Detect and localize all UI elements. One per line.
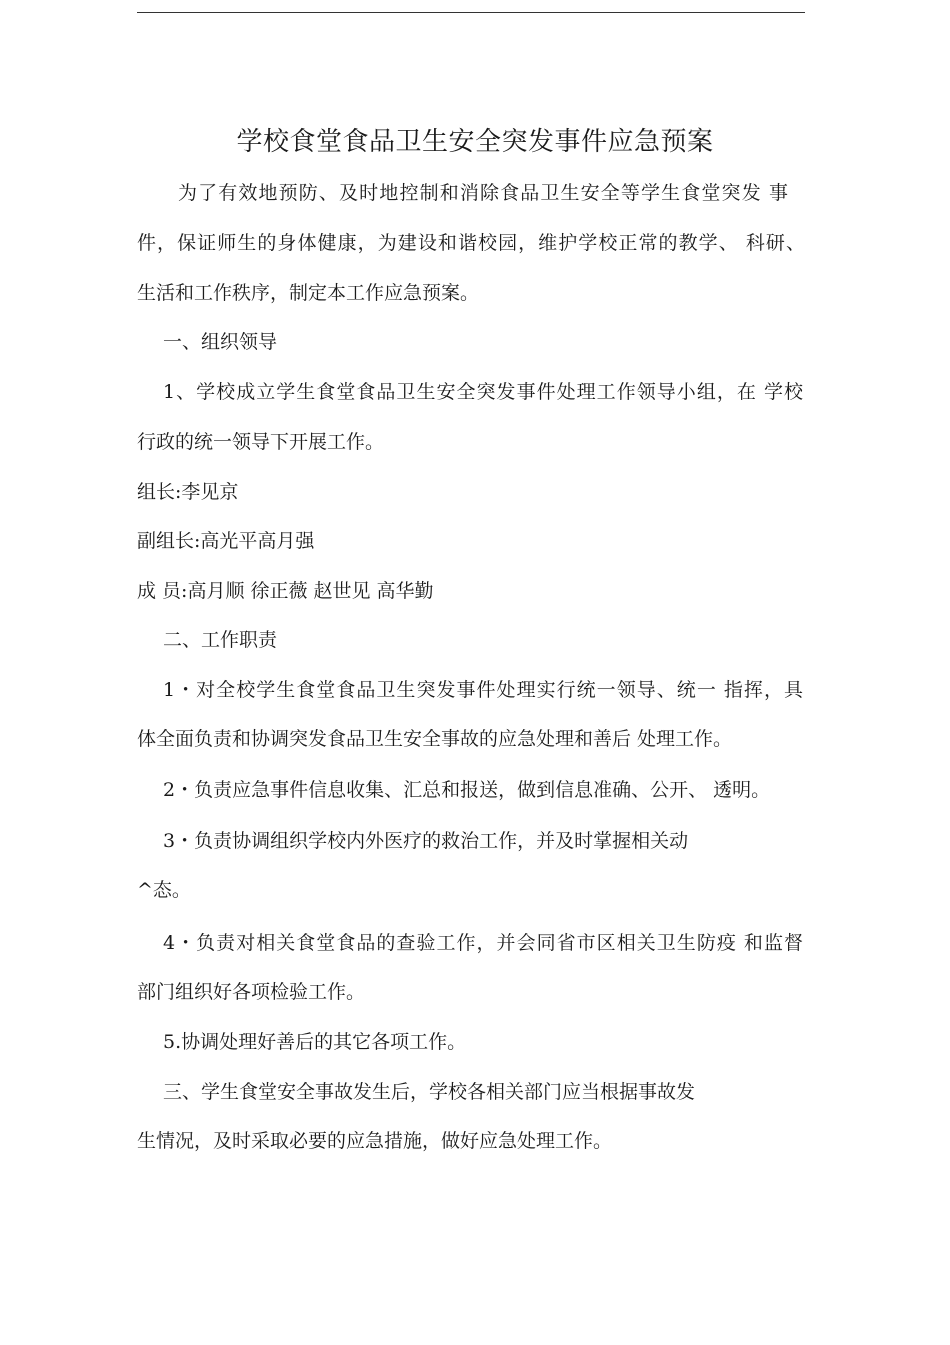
paragraph-line: 部门组织好各项检验工作。: [137, 981, 366, 1003]
member-line: 副组长:高光平高月强: [137, 530, 315, 552]
member-line: 组长:李见京: [137, 481, 239, 503]
paragraph-line: 4・负责对相关食堂食品的查验工作，并会同省市区相关卫生防疫 和监督: [163, 932, 803, 954]
paragraph-line: 件，保证师生的身体健康，为建设和谐校园，维护学校正常的教学、 科研、: [137, 232, 805, 254]
paragraph-line: ^态。: [137, 879, 191, 901]
paragraph-line: 为了有效地预防、及时地控制和消除食品卫生安全等学生食堂突发 事: [178, 182, 788, 204]
section-heading: 二、工作职责: [163, 629, 278, 651]
paragraph-line: 3・负责协调组织学校内外医疗的救治工作，并及时掌握相关动: [163, 830, 689, 852]
paragraph-line: 生情况，及时采取必要的应急措施，做好应急处理工作。: [137, 1130, 613, 1152]
paragraph-line: 1、学校成立学生食堂食品卫生安全突发事件处理工作领导小组，在 学校: [163, 381, 803, 403]
section-heading: 三、学生食堂安全事故发生后，学校各相关部门应当根据事故发: [163, 1081, 696, 1103]
member-line: 成 员:高月顺 徐正薇 赵世见 高华勤: [137, 580, 434, 602]
paragraph-line: 1・对全校学生食堂食品卫生突发事件处理实行统一领导、统一 指挥，具: [163, 679, 803, 701]
paragraph-line: 体全面负责和协调突发食品卫生安全事故的应急处理和善后 处理工作。: [137, 728, 733, 750]
paragraph-line: 行政的统一领导下开展工作。: [137, 431, 385, 453]
section-heading: 一、组织领导: [163, 331, 278, 353]
paragraph-line: 生活和工作秩序，制定本工作应急预案。: [137, 282, 480, 304]
document-title: 学校食堂食品卫生安全突发事件应急预案: [236, 127, 714, 157]
paragraph-line: 5.协调处理好善后的其它各项工作。: [163, 1031, 467, 1053]
paragraph-line: 2・负责应急事件信息收集、汇总和报送，做到信息准确、公开、 透明。: [163, 779, 771, 801]
header-rule: [137, 12, 805, 13]
